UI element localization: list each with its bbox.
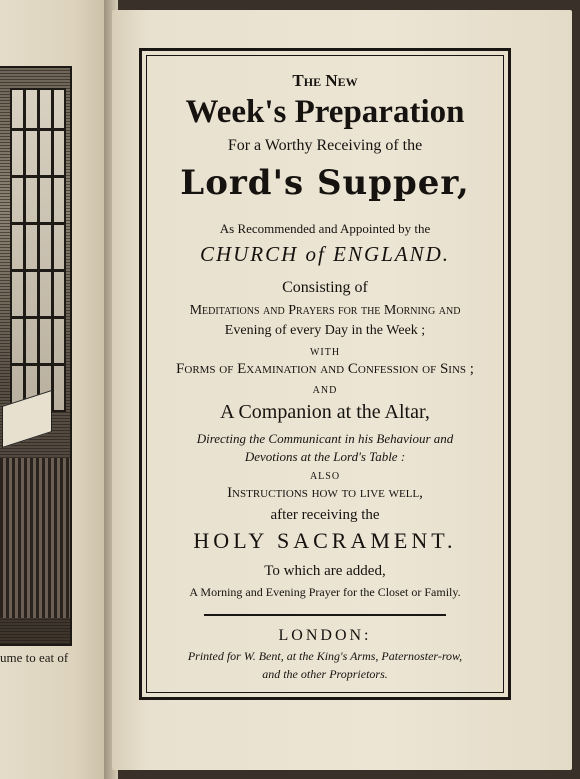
title-proprietors: and the other Proprietors.	[262, 667, 388, 681]
title-lords-supper: Lord's Supper,	[180, 163, 470, 203]
title-page	[150, 58, 500, 688]
title-weeks-preparation: Week's Preparation	[185, 94, 465, 130]
title-and: AND	[312, 385, 338, 396]
title-the-new: The New	[292, 71, 358, 90]
title-forms-of-examination: Forms of Examination and Confession of Sins ;	[176, 361, 474, 377]
title-london: LONDON:	[278, 627, 372, 644]
title-with: WITH	[309, 347, 341, 358]
title-instructions: Instructions how to live well,	[227, 485, 423, 501]
frontispiece-caption: ume to eat of	[0, 650, 69, 665]
title-to-which-added: To which are added,	[264, 563, 386, 579]
engraving-drapery	[0, 458, 70, 618]
left-page	[0, 0, 108, 779]
title-printed-for: Printed for W. Bent, at the King's Arms, Paternoster-row,	[187, 649, 463, 663]
title-morning-evening-prayer: A Morning and Evening Prayer for the Closet or Family.	[189, 585, 461, 599]
title-consisting-of: Consisting of	[282, 279, 368, 296]
title-meditations-line1: Meditations and Prayers for the Morning and	[189, 303, 461, 318]
title-also: ALSO	[309, 471, 341, 482]
title-church-of-england: CHURCH of ENGLAND.	[199, 242, 451, 266]
title-directing-line1: Directing the Communicant in his Behaviour and	[196, 431, 454, 446]
title-as-recommended: As Recommended and Appointed by the	[219, 221, 431, 236]
frontispiece-engraving	[0, 66, 72, 646]
title-after-receiving: after receiving the	[270, 507, 380, 523]
title-meditations-line2: Evening of every Day in the Week ;	[224, 323, 426, 338]
title-for-worthy: For a Worthy Receiving of the	[227, 137, 423, 154]
title-holy-sacrament: HOLY SACRAMENT.	[193, 528, 457, 553]
title-divider-rule	[204, 614, 446, 616]
title-companion-at-altar: A Companion at the Altar,	[220, 401, 430, 423]
title-directing-line2: Devotions at the Lord's Table :	[244, 449, 406, 464]
engraving-window	[10, 88, 66, 412]
